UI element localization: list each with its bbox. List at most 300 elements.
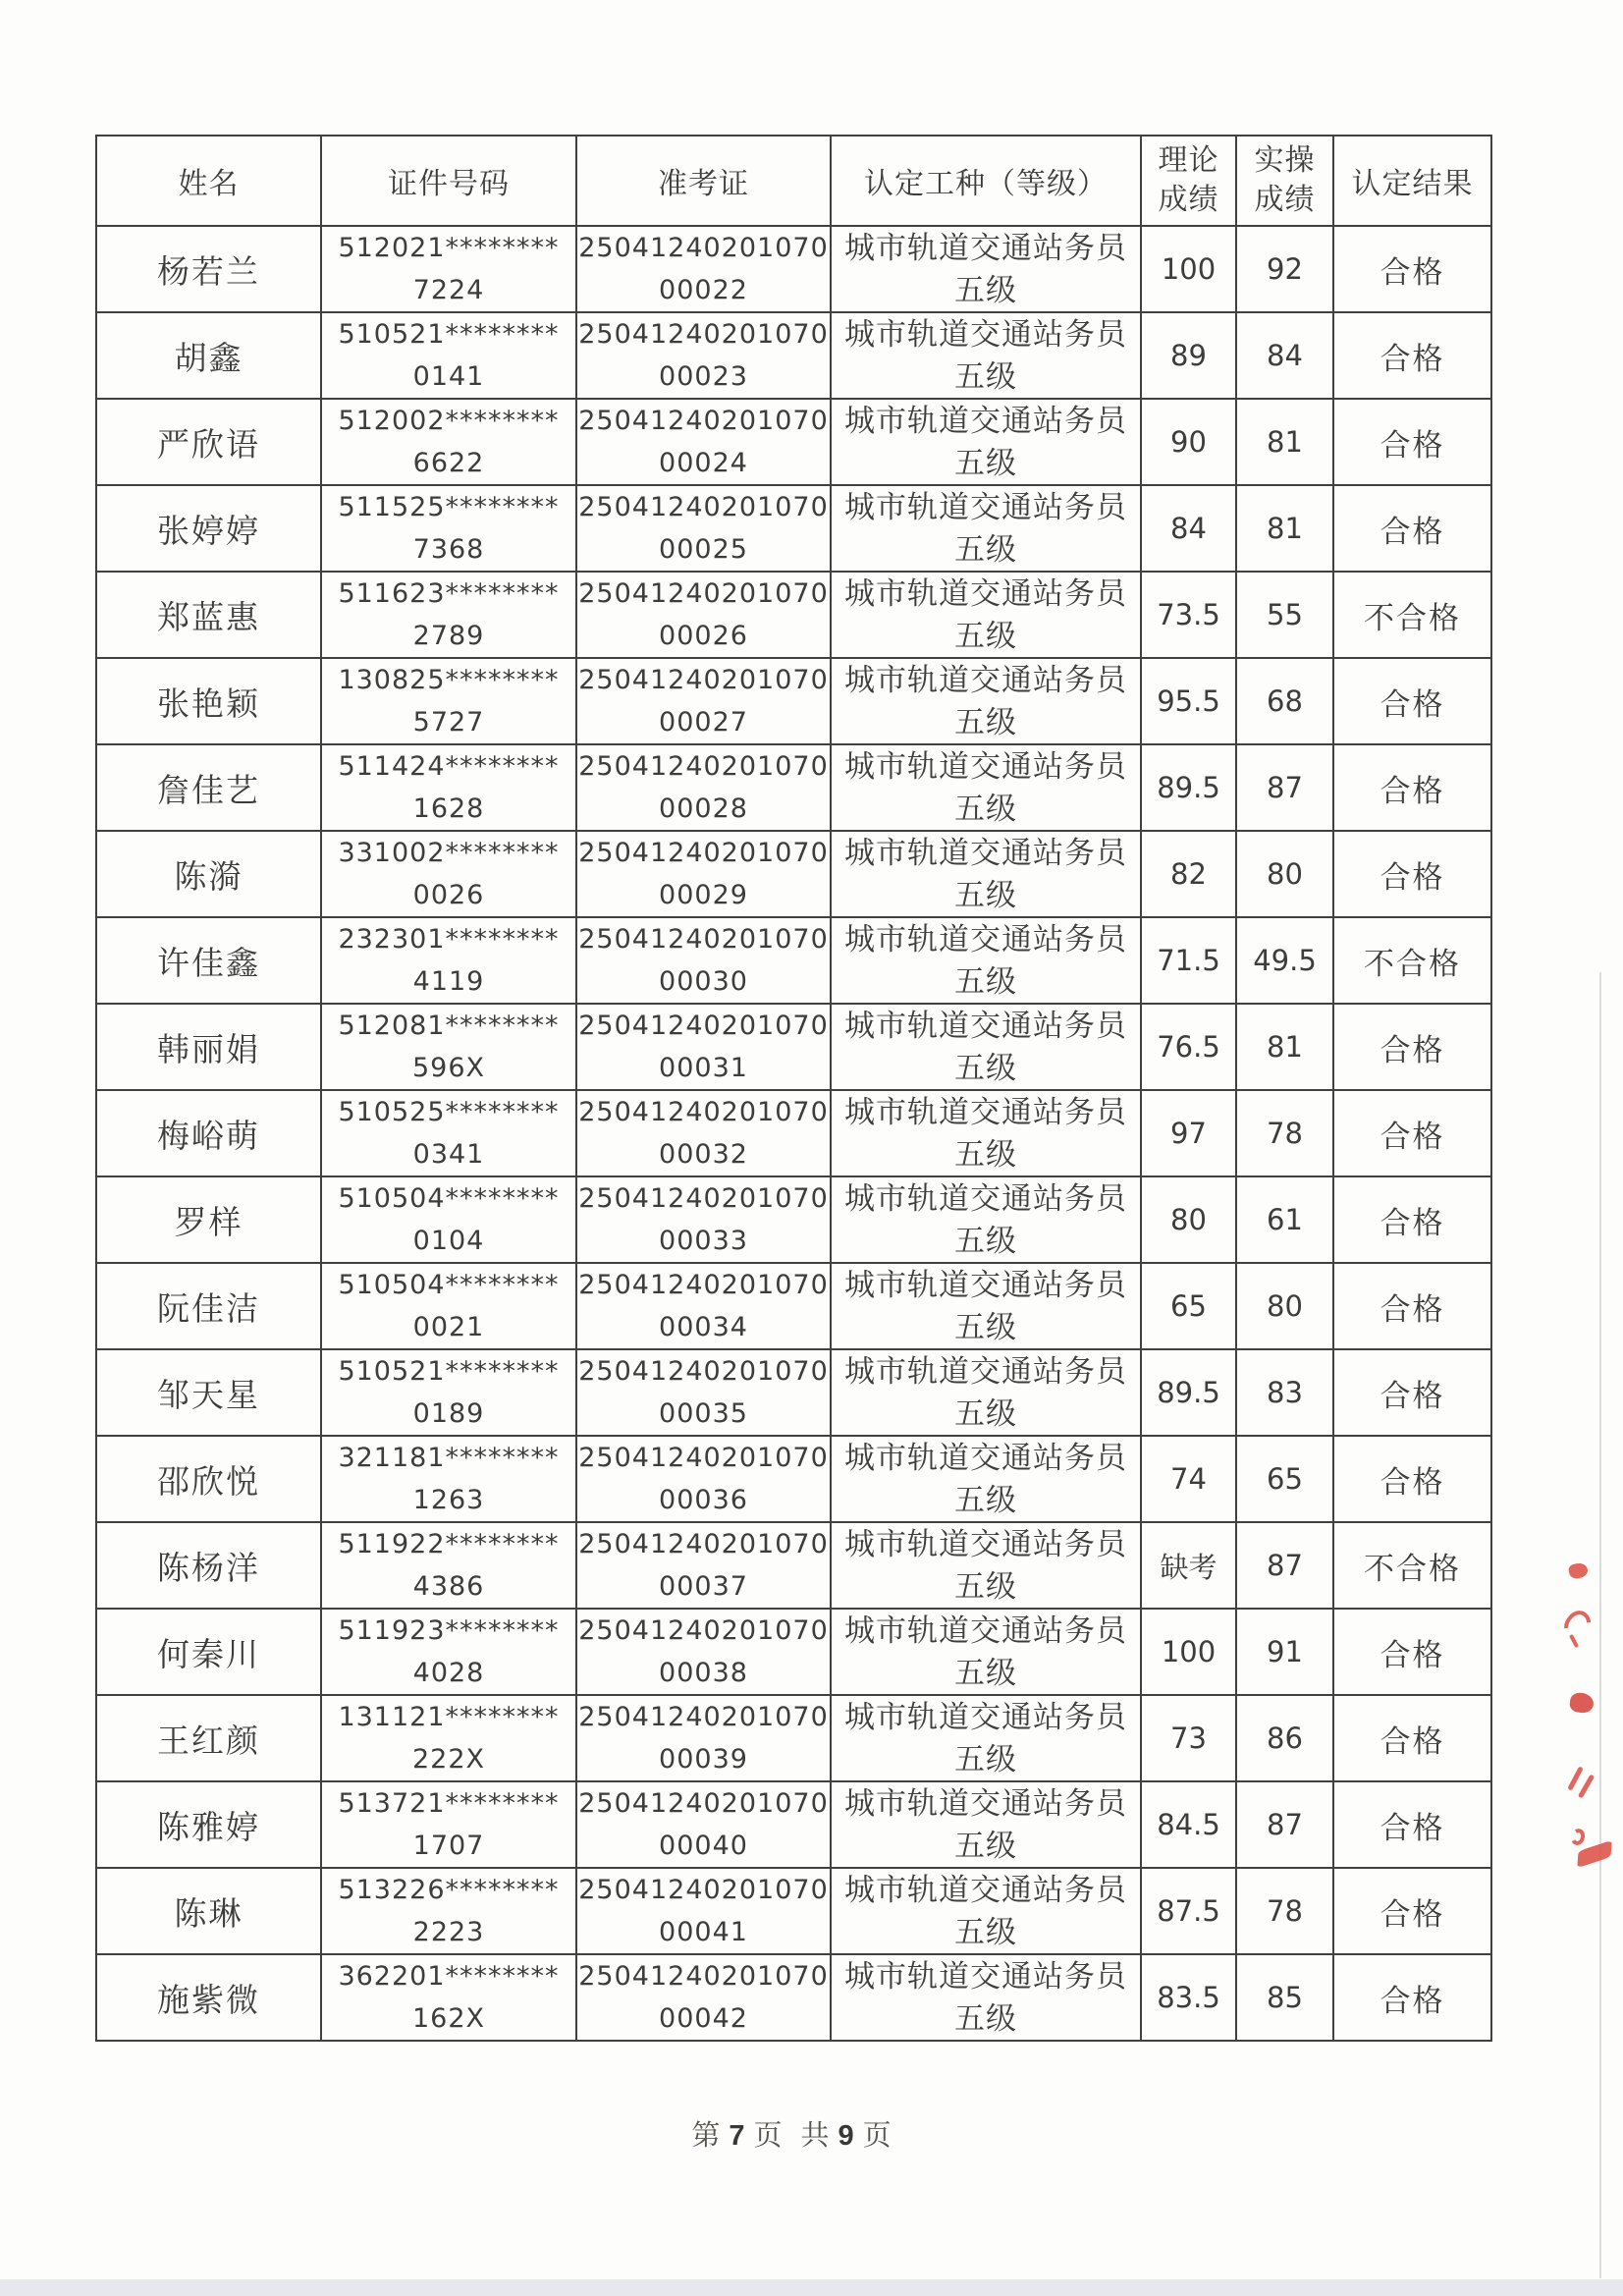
footer-total-pages: 9 xyxy=(838,2120,857,2152)
occupation-level-lines xyxy=(832,573,1140,657)
occupation-level-lines xyxy=(832,227,1140,311)
id-number-lines xyxy=(322,1869,575,1953)
cell-theory-score: 73 xyxy=(1141,1695,1236,1781)
table-row xyxy=(96,1609,1491,1695)
cell-result: 不合格 xyxy=(1333,572,1491,658)
cell-occupation-level xyxy=(831,1781,1141,1868)
occupation-level-lines xyxy=(832,1696,1140,1780)
occupation-grade: 五级 xyxy=(954,1309,1017,1344)
cell-id-number xyxy=(321,1176,576,1263)
cell-id-number xyxy=(321,1781,576,1868)
ticket-line2: 00023 xyxy=(659,360,748,392)
occupation-name: 城市轨道交通站务员 xyxy=(844,403,1127,438)
page-edge-shadow xyxy=(1599,972,1601,2278)
id-number-line1: 510504******** xyxy=(338,1182,560,1214)
id-number-line2: 0026 xyxy=(412,879,485,910)
cell-practical-score: 85 xyxy=(1236,1954,1333,2041)
occupation-level-lines xyxy=(832,745,1140,830)
cell-name: 王红颜 xyxy=(96,1695,321,1781)
occupation-name: 城市轨道交通站务员 xyxy=(844,748,1127,784)
cell-admission-ticket xyxy=(576,399,831,485)
cell-theory-score: 95.5 xyxy=(1141,658,1236,744)
cell-theory-score: 71.5 xyxy=(1141,917,1236,1004)
occupation-grade: 五级 xyxy=(954,445,1017,480)
id-number-line1: 513721******** xyxy=(338,1787,560,1819)
footer-text: 页 xyxy=(753,2120,785,2152)
admission-ticket-lines xyxy=(577,573,830,657)
id-number-lines xyxy=(322,659,575,743)
occupation-name: 城市轨道交通站务员 xyxy=(844,1008,1127,1043)
occupation-level-lines xyxy=(832,400,1140,484)
table-row xyxy=(96,1868,1491,1954)
ticket-line1: 25041240201070 xyxy=(578,664,829,695)
cell-occupation-level xyxy=(831,917,1141,1004)
admission-ticket-lines xyxy=(577,313,830,398)
id-number-lines xyxy=(322,227,575,311)
cell-name: 詹佳艺 xyxy=(96,744,321,831)
occupation-level-lines xyxy=(832,918,1140,1003)
id-number-lines xyxy=(322,1782,575,1867)
id-number-lines xyxy=(322,1696,575,1780)
cell-practical-score: 81 xyxy=(1236,399,1333,485)
id-number-line1: 130825******** xyxy=(338,664,560,695)
ticket-line2: 00031 xyxy=(659,1052,748,1083)
cell-admission-ticket xyxy=(576,1090,831,1176)
cell-admission-ticket xyxy=(576,1954,831,2041)
table-row xyxy=(96,1436,1491,1522)
cell-theory-score: 缺考 xyxy=(1141,1522,1236,1609)
column-header-occupation-level xyxy=(831,136,1141,226)
cell-admission-ticket xyxy=(576,1695,831,1781)
header-row xyxy=(96,136,1491,226)
id-number-lines xyxy=(322,486,575,571)
cell-occupation-level xyxy=(831,399,1141,485)
footer-text: 页 xyxy=(862,2120,894,2152)
cell-admission-ticket xyxy=(576,744,831,831)
ticket-line1: 25041240201070 xyxy=(578,1182,829,1214)
cell-id-number xyxy=(321,312,576,399)
cell-occupation-level xyxy=(831,1090,1141,1176)
ticket-line1: 25041240201070 xyxy=(578,750,829,782)
red-stamp-fragment xyxy=(1559,1606,1597,1645)
cell-result: 合格 xyxy=(1333,1090,1491,1176)
occupation-grade: 五级 xyxy=(954,1741,1017,1777)
cell-id-number xyxy=(321,1004,576,1090)
occupation-grade: 五级 xyxy=(954,877,1017,912)
id-number-line2: 4028 xyxy=(412,1657,485,1688)
ticket-line1: 25041240201070 xyxy=(578,837,829,868)
id-number-line2: 4386 xyxy=(412,1570,485,1602)
occupation-level-lines xyxy=(832,313,1140,398)
id-number-line1: 511525******** xyxy=(338,491,560,522)
id-number-line1: 321181******** xyxy=(338,1442,560,1473)
occupation-grade: 五级 xyxy=(954,1050,1017,1085)
admission-ticket-lines xyxy=(577,1523,830,1608)
admission-ticket-lines xyxy=(577,1955,830,2040)
table-row xyxy=(96,1954,1491,2041)
cell-name: 许佳鑫 xyxy=(96,917,321,1004)
cell-admission-ticket xyxy=(576,485,831,572)
cell-practical-score: 78 xyxy=(1236,1868,1333,1954)
cell-admission-ticket xyxy=(576,658,831,744)
ticket-line2: 00036 xyxy=(659,1484,748,1515)
occupation-level-lines xyxy=(832,1955,1140,2040)
occupation-grade: 五级 xyxy=(954,1223,1017,1258)
ticket-line1: 25041240201070 xyxy=(578,1442,829,1473)
ticket-line1: 25041240201070 xyxy=(578,1096,829,1127)
cell-occupation-level xyxy=(831,1695,1141,1781)
cell-id-number xyxy=(321,399,576,485)
occupation-name: 城市轨道交通站务员 xyxy=(844,662,1127,697)
ticket-line2: 00039 xyxy=(659,1743,748,1775)
table-row xyxy=(96,572,1491,658)
cell-practical-score: 92 xyxy=(1236,226,1333,312)
cell-admission-ticket xyxy=(576,1004,831,1090)
occupation-name: 城市轨道交通站务员 xyxy=(844,1180,1127,1216)
cell-id-number xyxy=(321,1522,576,1609)
admission-ticket-lines xyxy=(577,400,830,484)
cell-practical-score: 68 xyxy=(1236,658,1333,744)
cell-occupation-level xyxy=(831,1436,1141,1522)
occupation-grade: 五级 xyxy=(954,791,1017,826)
cell-id-number xyxy=(321,1954,576,2041)
scan-bottom-edge xyxy=(0,2279,1623,2296)
cell-result: 合格 xyxy=(1333,485,1491,572)
cell-theory-score: 74 xyxy=(1141,1436,1236,1522)
id-number-line1: 512002******** xyxy=(338,405,560,436)
cell-occupation-level xyxy=(831,572,1141,658)
table-row xyxy=(96,485,1491,572)
cell-id-number xyxy=(321,1868,576,1954)
cell-occupation-level xyxy=(831,226,1141,312)
occupation-grade: 五级 xyxy=(954,1136,1017,1172)
footer-text: 共 xyxy=(800,2120,833,2152)
id-number-line1: 362201******** xyxy=(338,1960,560,1992)
ticket-line1: 25041240201070 xyxy=(578,491,829,522)
cell-admission-ticket xyxy=(576,1436,831,1522)
ticket-line1: 25041240201070 xyxy=(578,232,829,263)
column-header-admission-ticket xyxy=(576,136,831,226)
occupation-level-lines xyxy=(832,1523,1140,1608)
occupation-level-lines xyxy=(832,832,1140,916)
occupation-grade: 五级 xyxy=(954,1655,1017,1690)
ticket-line2: 00024 xyxy=(659,447,748,478)
table-row xyxy=(96,1004,1491,1090)
ticket-line1: 25041240201070 xyxy=(578,1787,829,1819)
cell-id-number xyxy=(321,485,576,572)
red-stamp-fragment xyxy=(1568,1561,1590,1580)
cell-admission-ticket xyxy=(576,1176,831,1263)
cell-name: 张艳颖 xyxy=(96,658,321,744)
red-stamp-fragment xyxy=(1569,1691,1596,1714)
occupation-level-lines xyxy=(832,1610,1140,1694)
ticket-line2: 00027 xyxy=(659,706,748,738)
id-number-line2: 6622 xyxy=(412,447,485,478)
occupation-name: 城市轨道交通站务员 xyxy=(844,835,1127,870)
ticket-line2: 00038 xyxy=(659,1657,748,1688)
id-number-lines xyxy=(322,573,575,657)
table-row xyxy=(96,312,1491,399)
table-row xyxy=(96,1781,1491,1868)
admission-ticket-lines xyxy=(577,1005,830,1089)
cell-admission-ticket xyxy=(576,312,831,399)
cell-result: 合格 xyxy=(1333,1263,1491,1349)
footer-page-number: 7 xyxy=(729,2120,748,2152)
cell-result: 不合格 xyxy=(1333,917,1491,1004)
column-header-result xyxy=(1333,136,1491,226)
cell-result: 合格 xyxy=(1333,1349,1491,1436)
admission-ticket-lines xyxy=(577,832,830,916)
ticket-line2: 00026 xyxy=(659,620,748,651)
admission-ticket-lines xyxy=(577,1177,830,1262)
occupation-name: 城市轨道交通站务员 xyxy=(844,575,1127,611)
ticket-line1: 25041240201070 xyxy=(578,1269,829,1300)
cell-name: 张婷婷 xyxy=(96,485,321,572)
cell-theory-score: 84 xyxy=(1141,485,1236,572)
cell-admission-ticket xyxy=(576,1522,831,1609)
table-row xyxy=(96,744,1491,831)
cell-result: 合格 xyxy=(1333,1176,1491,1263)
ticket-line2: 00033 xyxy=(659,1225,748,1256)
id-number-line1: 512081******** xyxy=(338,1010,560,1041)
header-label: 认定结果 xyxy=(1351,168,1474,200)
id-number-lines xyxy=(322,1264,575,1348)
cell-result: 合格 xyxy=(1333,1954,1491,2041)
cell-occupation-level xyxy=(831,1609,1141,1695)
cell-name: 韩丽娟 xyxy=(96,1004,321,1090)
occupation-grade: 五级 xyxy=(954,531,1017,567)
occupation-grade: 五级 xyxy=(954,2000,1017,2036)
cell-theory-score: 87.5 xyxy=(1141,1868,1236,1954)
header-label: 认定工种（等级） xyxy=(864,168,1108,200)
ticket-line1: 25041240201070 xyxy=(578,318,829,350)
ticket-line2: 00042 xyxy=(659,2002,748,2034)
cell-id-number xyxy=(321,572,576,658)
cell-theory-score: 90 xyxy=(1141,399,1236,485)
id-number-line2: 2223 xyxy=(412,1916,485,1947)
table-row xyxy=(96,1522,1491,1609)
cell-practical-score: 65 xyxy=(1236,1436,1333,1522)
id-number-line1: 232301******** xyxy=(338,923,560,955)
occupation-level-lines xyxy=(832,1264,1140,1348)
occupation-name: 城市轨道交通站务员 xyxy=(844,1267,1127,1302)
cell-result: 合格 xyxy=(1333,1609,1491,1695)
id-number-line1: 511424******** xyxy=(338,750,560,782)
occupation-name: 城市轨道交通站务员 xyxy=(844,1094,1127,1129)
occupation-name: 城市轨道交通站务员 xyxy=(844,921,1127,957)
cell-practical-score: 91 xyxy=(1236,1609,1333,1695)
id-number-line2: 596X xyxy=(411,1052,486,1083)
cell-name: 罗样 xyxy=(96,1176,321,1263)
id-number-lines xyxy=(322,1177,575,1262)
footer-text: 第 xyxy=(691,2120,724,2152)
id-number-lines xyxy=(322,832,575,916)
id-number-line2: 7224 xyxy=(412,274,485,305)
red-stamp-fragment xyxy=(1577,1840,1611,1868)
cell-id-number xyxy=(321,1263,576,1349)
ticket-line1: 25041240201070 xyxy=(578,1528,829,1559)
ticket-line2: 00035 xyxy=(659,1397,748,1429)
occupation-level-lines xyxy=(832,1177,1140,1262)
occupation-name: 城市轨道交通站务员 xyxy=(844,489,1127,524)
occupation-grade: 五级 xyxy=(954,704,1017,739)
cell-theory-score: 89.5 xyxy=(1141,1349,1236,1436)
cell-id-number xyxy=(321,1609,576,1695)
cell-result: 合格 xyxy=(1333,831,1491,917)
ticket-line2: 00028 xyxy=(659,793,748,824)
ticket-line1: 25041240201070 xyxy=(578,1874,829,1905)
cell-name: 陈琳 xyxy=(96,1868,321,1954)
occupation-name: 城市轨道交通站务员 xyxy=(844,1958,1127,1994)
cell-result: 不合格 xyxy=(1333,1522,1491,1609)
id-number-line2: 0021 xyxy=(412,1311,485,1342)
occupation-name: 城市轨道交通站务员 xyxy=(844,1872,1127,1907)
admission-ticket-lines xyxy=(577,1869,830,1953)
cell-theory-score: 97 xyxy=(1141,1090,1236,1176)
occupation-level-lines xyxy=(832,1091,1140,1175)
cell-id-number xyxy=(321,917,576,1004)
red-stamp-fragment xyxy=(1567,1766,1584,1790)
occupation-grade: 五级 xyxy=(954,1828,1017,1863)
cell-id-number xyxy=(321,226,576,312)
cell-theory-score: 83.5 xyxy=(1141,1954,1236,2041)
occupation-name: 城市轨道交通站务员 xyxy=(844,1440,1127,1475)
cell-practical-score: 78 xyxy=(1236,1090,1333,1176)
cell-admission-ticket xyxy=(576,917,831,1004)
admission-ticket-lines xyxy=(577,1696,830,1780)
id-number-lines xyxy=(322,1955,575,2040)
id-number-line2: 7368 xyxy=(412,533,485,565)
cell-practical-score: 61 xyxy=(1236,1176,1333,1263)
cell-admission-ticket xyxy=(576,1609,831,1695)
id-number-line1: 510504******** xyxy=(338,1269,560,1300)
cell-practical-score: 87 xyxy=(1236,1522,1333,1609)
occupation-name: 城市轨道交通站务员 xyxy=(844,1613,1127,1648)
id-number-lines xyxy=(322,313,575,398)
cell-name: 梅峪萌 xyxy=(96,1090,321,1176)
id-number-line1: 510525******** xyxy=(338,1096,560,1127)
admission-ticket-lines xyxy=(577,1437,830,1521)
column-header-practical-score xyxy=(1236,136,1333,226)
cell-practical-score: 80 xyxy=(1236,1263,1333,1349)
ticket-line1: 25041240201070 xyxy=(578,1614,829,1646)
occupation-grade: 五级 xyxy=(954,1914,1017,1949)
ticket-line2: 00030 xyxy=(659,965,748,997)
cell-result: 合格 xyxy=(1333,1868,1491,1954)
id-number-line1: 511623******** xyxy=(338,577,560,609)
cell-practical-score: 83 xyxy=(1236,1349,1333,1436)
occupation-level-lines xyxy=(832,659,1140,743)
id-number-line2: 1707 xyxy=(412,1830,485,1861)
id-number-line2: 0104 xyxy=(412,1225,485,1256)
table-row xyxy=(96,399,1491,485)
cell-id-number xyxy=(321,831,576,917)
cell-theory-score: 100 xyxy=(1141,1609,1236,1695)
cell-occupation-level xyxy=(831,744,1141,831)
id-number-lines xyxy=(322,1005,575,1089)
occupation-name: 城市轨道交通站务员 xyxy=(844,316,1127,352)
cell-admission-ticket xyxy=(576,831,831,917)
occupation-grade: 五级 xyxy=(954,358,1017,394)
cell-occupation-level xyxy=(831,1176,1141,1263)
admission-ticket-lines xyxy=(577,1091,830,1175)
cell-theory-score: 84.5 xyxy=(1141,1781,1236,1868)
table-row xyxy=(96,658,1491,744)
cell-result: 合格 xyxy=(1333,744,1491,831)
admission-ticket-lines xyxy=(577,1782,830,1867)
cell-name: 何秦川 xyxy=(96,1609,321,1695)
cell-practical-score: 86 xyxy=(1236,1695,1333,1781)
admission-ticket-lines xyxy=(577,1610,830,1694)
admission-ticket-lines xyxy=(577,745,830,830)
id-number-line2: 2789 xyxy=(412,620,485,651)
cell-occupation-level xyxy=(831,831,1141,917)
cell-theory-score: 100 xyxy=(1141,226,1236,312)
occupation-name: 城市轨道交通站务员 xyxy=(844,1785,1127,1821)
table-row xyxy=(96,1349,1491,1436)
ticket-line1: 25041240201070 xyxy=(578,923,829,955)
cell-practical-score: 87 xyxy=(1236,744,1333,831)
occupation-name: 城市轨道交通站务员 xyxy=(844,1526,1127,1561)
cell-name: 杨若兰 xyxy=(96,226,321,312)
ticket-line2: 00040 xyxy=(659,1830,748,1861)
header-label: 准考证 xyxy=(658,168,749,200)
cell-name: 严欣语 xyxy=(96,399,321,485)
header-label: 证件号码 xyxy=(388,168,510,200)
cell-id-number xyxy=(321,1695,576,1781)
ticket-line2: 00032 xyxy=(659,1138,748,1170)
table-row xyxy=(96,1090,1491,1176)
occupation-level-lines xyxy=(832,1869,1140,1953)
cell-occupation-level xyxy=(831,312,1141,399)
id-number-lines xyxy=(322,745,575,830)
admission-ticket-lines xyxy=(577,1350,830,1435)
occupation-grade: 五级 xyxy=(954,1395,1017,1431)
cell-occupation-level xyxy=(831,1954,1141,2041)
admission-ticket-lines xyxy=(577,486,830,571)
occupation-grade: 五级 xyxy=(954,618,1017,653)
cell-name: 施紫微 xyxy=(96,1954,321,2041)
id-number-lines xyxy=(322,400,575,484)
column-header-theory-score xyxy=(1141,136,1236,226)
id-number-line1: 331002******** xyxy=(338,837,560,868)
occupation-level-lines xyxy=(832,1005,1140,1089)
cell-result: 合格 xyxy=(1333,1781,1491,1868)
cell-name: 邹天星 xyxy=(96,1349,321,1436)
id-number-line2: 4119 xyxy=(412,965,485,997)
cell-occupation-level xyxy=(831,485,1141,572)
id-number-lines xyxy=(322,1610,575,1694)
id-number-lines xyxy=(322,1523,575,1608)
cell-occupation-level xyxy=(831,1263,1141,1349)
table-row xyxy=(96,1695,1491,1781)
cell-admission-ticket xyxy=(576,572,831,658)
cell-theory-score: 76.5 xyxy=(1141,1004,1236,1090)
header-label: 成绩 xyxy=(1158,184,1219,216)
ticket-line1: 25041240201070 xyxy=(578,1701,829,1732)
cell-id-number xyxy=(321,1090,576,1176)
cell-id-number xyxy=(321,744,576,831)
id-number-line2: 0341 xyxy=(412,1138,485,1170)
cell-id-number xyxy=(321,658,576,744)
ticket-line1: 25041240201070 xyxy=(578,1960,829,1992)
occupation-grade: 五级 xyxy=(954,1482,1017,1517)
ticket-line2: 00029 xyxy=(659,879,748,910)
ticket-line1: 25041240201070 xyxy=(578,1355,829,1387)
ticket-line2: 00034 xyxy=(659,1311,748,1342)
cell-practical-score: 49.5 xyxy=(1236,917,1333,1004)
occupation-name: 城市轨道交通站务员 xyxy=(844,1353,1127,1389)
